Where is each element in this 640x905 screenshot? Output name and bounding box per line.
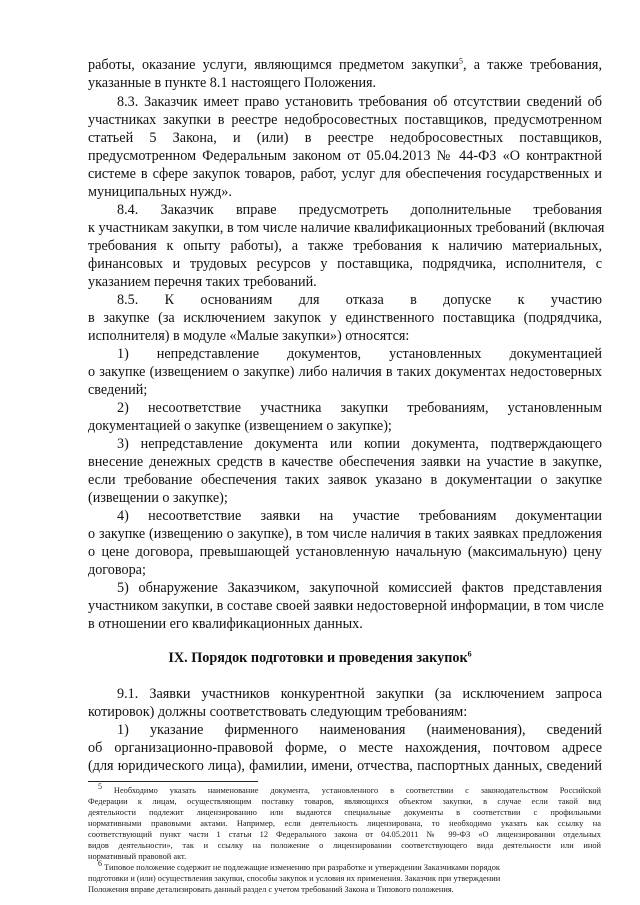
body-line: об организационно-правовой форме, о месте нахождения, почтовом адресе: [88, 740, 602, 756]
footnote-line: нормативный правовой акт.: [88, 852, 187, 861]
body-line: (для юридического лица), фамилии, имени, отчества, паспортных данных, сведений: [88, 758, 602, 774]
body-line: в закупке (за исключением закупок у единственного поставщика (подрядчика,: [88, 310, 602, 326]
body-line: договора;: [88, 562, 146, 578]
footnote-line: Положения вправе детализировать данный раздел с учетом требований Закона и Типового положения.: [88, 885, 454, 894]
body-line: финансовых и трудовых ресурсов у поставщика, подрядчика, исполнителя, с: [88, 256, 602, 272]
body-line: [88, 57, 602, 73]
body-line: 8.4. Заказчик вправе предусмотреть дополнительные требования: [117, 202, 602, 218]
footnote-mark: 5: [98, 782, 102, 792]
body-line: 4) несоответствие заявки на участие требованиям документации: [117, 508, 602, 524]
footnote-line: нормативными правовыми актами. Например, если деятельность лицензирована, то необходимо указать как ссылку на: [88, 819, 601, 828]
body-line: о закупке (извещению о закупке), в том числе наличия в таких заявках предложения: [88, 526, 602, 542]
footnote-mark: 5: [459, 56, 464, 66]
footnote-text: Необходимо указать наименование документа, установленного в соответствии с законодательством Российской: [113, 786, 601, 795]
body-line: о закупке (извещением о закупке) либо наличия в таких документах недостоверных: [88, 364, 602, 380]
section-heading: [0, 650, 640, 666]
body-line: 1) непредставление документов, установленных документацией: [117, 346, 602, 362]
body-line: 8.3. Заказчик имеет право установить требования об отсутствии сведений об: [117, 94, 602, 110]
footnote-separator: [88, 781, 258, 782]
body-line: к участникам закупки, в том числе наличие квалификационных требований (включая: [88, 220, 605, 236]
body-line: в отношении его квалификационных данных.: [88, 616, 363, 632]
body-line: предусмотренном Федеральным законом от 05.04.2013 № 44-ФЗ «О контрактной: [88, 148, 602, 164]
body-text: работы, оказание услуги, являющимся предметом закупки: [88, 57, 460, 73]
footnote-line: соответствующий пункт части 1 статьи 12 Федерального закона от 04.05.2011 № 99-ФЗ «О лицензировании отдельных: [88, 830, 601, 839]
body-line: исполнителя) в модуле «Малые закупки») относятся:: [88, 328, 410, 344]
footnote-line: Федерации к лицам, осуществляющим поставку товаров, являющихся объектом закупки, в случае если такой вид: [88, 797, 601, 806]
body-line: участником закупки, в составе своей заявки недостоверной информации, в том числе: [88, 598, 604, 614]
body-line: 9.1. Заявки участников конкурентной закупки (за исключением запроса: [117, 686, 602, 702]
footnote-line: деятельности подлежит лицензированию или выдаются специальные документы в соответствии с профильными: [88, 808, 601, 817]
body-line: системе в сфере закупок товаров, работ, услуг для обеспечения государственных и: [88, 166, 602, 182]
body-text: , а также требования,: [463, 57, 602, 73]
body-line: указанием перечня таких требований.: [88, 274, 317, 290]
body-line: участниках закупки в реестре недобросовестных поставщиков, предусмотренном: [88, 112, 602, 128]
body-line: (извещении о закупке);: [88, 490, 228, 506]
body-line: указанные в пункте 8.1 настоящего Положения.: [88, 75, 377, 91]
body-line: 1) указание фирменного наименования (наименования), сведений: [117, 722, 602, 738]
body-line: муниципальных нужд».: [88, 184, 232, 200]
body-line: если требование обеспечения таких заявок указано в документации о закупке: [88, 472, 602, 488]
body-line: котировок) должны соответствовать следующим требованиям:: [88, 704, 468, 720]
footnote-line: видов деятельности», так и ссылку на положение о лицензировании соответствующего вида деятельности или иной: [88, 841, 601, 850]
body-line: о цене договора, превышающей установленную начальную (максимальную) цену: [88, 544, 602, 560]
footnote-mark: 6: [98, 859, 102, 869]
footnote-line: [98, 859, 588, 874]
body-line: документацией о закупке (извещением о закупке);: [88, 418, 392, 434]
heading-text: IX. Порядок подготовки и проведения закупок: [168, 650, 468, 666]
body-line: статьей 5 Закона, и (или) в реестре недобросовестных поставщиков,: [88, 130, 602, 146]
footnote-mark: 6: [467, 649, 472, 659]
body-line: требования к опыту работы), а также требования к наличию материальных,: [88, 238, 602, 254]
body-line: 2) несоответствие участника закупки требованиям, установленным: [117, 400, 602, 416]
body-line: внесение денежных средств в качестве обеспечения заявки на участие в закупке,: [88, 454, 602, 470]
body-line: 5) обнаружение Заказчиком, закупочной комиссией фактов представления: [117, 580, 602, 596]
body-line: 8.5. К основаниям для отказа в допуске к участию: [117, 292, 602, 308]
footnote-text: Типовое положение содержит не подлежащие изменению при разработке и утверждении Заказчиками порядок: [104, 863, 500, 872]
body-line: сведений;: [88, 382, 148, 398]
body-line: 3) непредставление документа или копии документа, подтверждающего: [117, 436, 602, 452]
footnote-line: подготовки и (или) осуществления закупки, способы закупок и условия их применения. Заказчик при утверждении: [88, 874, 501, 883]
footnote-line: [98, 782, 601, 797]
